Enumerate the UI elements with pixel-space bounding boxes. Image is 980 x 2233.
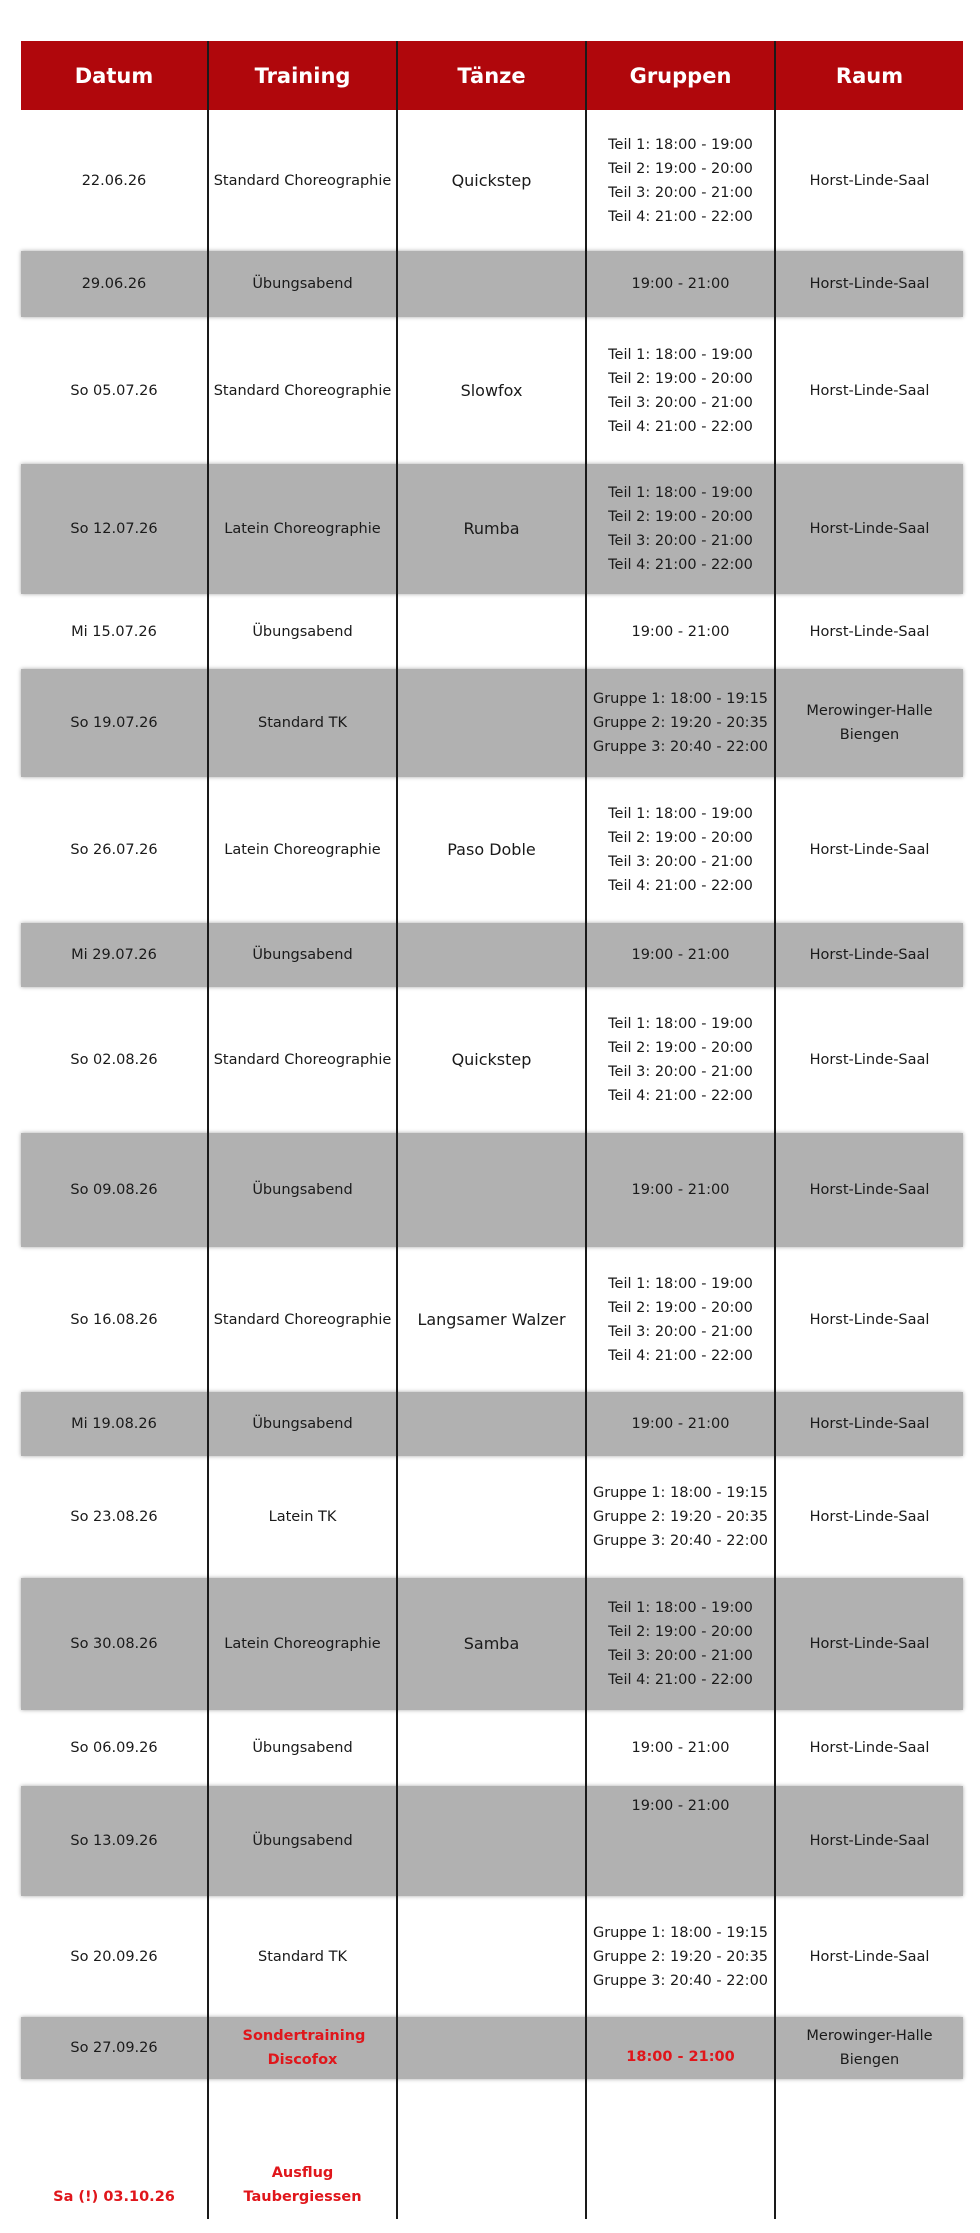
- room-cell: [776, 317, 963, 464]
- training-cell: [209, 987, 398, 1133]
- training-text: Standard Choreographie: [213, 172, 392, 189]
- room-text: Horst-Linde-Saal: [809, 276, 930, 292]
- training-text: Übungsabend: [252, 1833, 353, 1849]
- group-time: Teil 1: 18:00 - 19:00: [608, 346, 753, 363]
- room-cell: [776, 777, 963, 923]
- training-cell: [209, 110, 398, 251]
- room-text: Horst-Linde-Saal: [809, 382, 930, 399]
- group-time: Teil 4: 21:00 - 22:00: [608, 1347, 753, 1364]
- room-cell: [776, 2079, 963, 2219]
- groups-list: [593, 1921, 768, 1993]
- table-row: [21, 464, 963, 594]
- date-cell: [21, 669, 209, 777]
- groups-cell: [587, 1456, 776, 1578]
- groups-list: [608, 343, 753, 439]
- training-text: Übungsabend: [252, 623, 353, 640]
- room-text: Horst-Linde-Saal: [809, 1948, 930, 1965]
- table-row: [21, 1247, 963, 1392]
- date-text: Mi 29.07.26: [71, 947, 157, 963]
- group-time: Teil 2: 19:00 - 20:00: [608, 160, 753, 177]
- training-cell: [209, 1578, 398, 1710]
- header-gruppen: Gruppen: [587, 41, 776, 110]
- training-text: Übungsabend: [252, 1416, 353, 1432]
- training-text: Latein Choreographie: [224, 1636, 381, 1652]
- table-header: [21, 41, 963, 110]
- room-cell: [776, 1133, 963, 1247]
- date-text: So 16.08.26: [70, 1311, 158, 1328]
- groups-list: [631, 1736, 729, 1760]
- groups-cell: [587, 1247, 776, 1392]
- room-cell: [776, 1392, 963, 1456]
- groups-cell: [587, 1578, 776, 1710]
- date-cell: [21, 2017, 209, 2079]
- training-text: Sondertraining Discofox: [242, 2028, 366, 2068]
- training-cell: [209, 1456, 398, 1578]
- training-text: Standard TK: [258, 715, 347, 731]
- table-row: [21, 669, 963, 777]
- training-text: Latein Choreographie: [224, 842, 381, 858]
- groups-list: [608, 1012, 753, 1108]
- room-text: Horst-Linde-Saal: [809, 521, 930, 537]
- date-cell: [21, 110, 209, 251]
- dance-text: Quickstep: [451, 170, 532, 190]
- date-text: 22.06.26: [81, 172, 147, 189]
- groups-cell: [587, 669, 776, 777]
- table-body: [21, 110, 963, 2219]
- room-cell: [776, 1786, 963, 1896]
- group-time: Teil 3: 20:00 - 21:00: [608, 394, 753, 411]
- room-text: Horst-Linde-Saal: [809, 1833, 930, 1849]
- table-row: [21, 777, 963, 923]
- room-cell: [776, 923, 963, 987]
- date-cell: [21, 1896, 209, 2017]
- training-cell: [209, 251, 398, 317]
- group-time: Gruppe 2: 19:20 - 20:35: [592, 715, 769, 731]
- room-text: Merowinger-Halle Biengen: [806, 703, 933, 743]
- training-text: Übungsabend: [252, 1740, 353, 1756]
- group-time: Teil 3: 20:00 - 21:00: [608, 1323, 753, 1340]
- date-cell: [21, 1456, 209, 1578]
- groups-cell: [587, 251, 776, 317]
- room-cell: [776, 594, 963, 669]
- dance-cell: [398, 1578, 587, 1710]
- date-cell: [21, 2079, 209, 2219]
- table-row: [21, 1133, 963, 1247]
- training-cell: [209, 1786, 398, 1896]
- group-time: Teil 1: 18:00 - 19:00: [608, 136, 753, 153]
- groups-list: [631, 1412, 729, 1436]
- date-cell: [21, 251, 209, 317]
- date-cell: [21, 1710, 209, 1786]
- group-time: Teil 3: 20:00 - 21:00: [608, 854, 753, 870]
- group-time: Gruppe 2: 19:20 - 20:35: [592, 1948, 769, 1965]
- groups-list: [631, 620, 729, 644]
- dance-cell: [398, 594, 587, 669]
- group-time: 19:00 - 21:00: [631, 1416, 730, 1432]
- training-cell: [209, 1392, 398, 1456]
- date-cell: [21, 1578, 209, 1710]
- date-text: So 27.09.26: [70, 2040, 158, 2056]
- training-text: Standard Choreographie: [213, 1311, 392, 1328]
- training-cell: [209, 1247, 398, 1392]
- date-cell: [21, 1133, 209, 1247]
- group-time: Teil 1: 18:00 - 19:00: [608, 1016, 753, 1032]
- date-cell: [21, 777, 209, 923]
- dance-cell: [398, 923, 587, 987]
- training-text: Standard TK: [258, 1948, 347, 1965]
- groups-cell: [587, 110, 776, 251]
- training-text: Latein TK: [268, 1509, 337, 1525]
- group-time: Teil 2: 19:00 - 20:00: [608, 1040, 753, 1056]
- dance-text: Quickstep: [451, 1050, 532, 1069]
- group-time: Teil 2: 19:00 - 20:00: [608, 370, 753, 387]
- room-text: Horst-Linde-Saal: [809, 1740, 930, 1756]
- date-cell: [21, 987, 209, 1133]
- group-time: Gruppe 1: 18:00 - 19:15: [592, 691, 769, 707]
- group-time: 19:00 - 21:00: [631, 623, 730, 640]
- dance-cell: [398, 1710, 587, 1786]
- table-row: [21, 594, 963, 669]
- group-time: Teil 3: 20:00 - 21:00: [608, 1648, 753, 1664]
- room-text: Horst-Linde-Saal: [809, 623, 930, 640]
- group-time: Gruppe 3: 20:40 - 22:00: [592, 1972, 769, 1989]
- groups-cell: [587, 2017, 776, 2079]
- dance-cell: [398, 987, 587, 1133]
- date-text: So 26.07.26: [70, 842, 158, 858]
- dance-cell: [398, 1896, 587, 2017]
- training-cell: [209, 923, 398, 987]
- header-raum: Raum: [835, 63, 904, 88]
- training-cell: [209, 317, 398, 464]
- groups-list: [593, 687, 768, 759]
- group-time: Gruppe 3: 20:40 - 22:00: [592, 1533, 769, 1549]
- header-datum: Datum: [21, 41, 209, 110]
- dance-cell: [398, 1133, 587, 1247]
- dance-text: Langsamer Walzer: [417, 1309, 566, 1329]
- table-row: [21, 251, 963, 317]
- date-cell: [21, 594, 209, 669]
- date-text: So 06.09.26: [70, 1740, 158, 1756]
- room-text: Horst-Linde-Saal: [809, 1052, 930, 1068]
- training-cell: [209, 464, 398, 594]
- group-time: Gruppe 3: 20:40 - 22:00: [592, 739, 769, 755]
- dance-cell: [398, 464, 587, 594]
- table-row: [21, 317, 963, 464]
- room-text: Horst-Linde-Saal: [809, 842, 930, 858]
- table-row: [21, 2079, 963, 2219]
- dance-cell: [398, 1392, 587, 1456]
- dance-text: Rumba: [463, 519, 520, 538]
- groups-list: [608, 1272, 753, 1368]
- table-row: [21, 1710, 963, 1786]
- groups-cell: [587, 2079, 776, 2219]
- groups-list: [608, 481, 753, 577]
- group-time: 19:00 - 21:00: [631, 276, 730, 292]
- group-time: Gruppe 1: 18:00 - 19:15: [592, 1485, 769, 1501]
- groups-list: [631, 943, 729, 967]
- groups-list: [631, 272, 729, 296]
- training-text: Standard Choreographie: [213, 382, 392, 399]
- group-time: 19:00 - 21:00: [631, 1798, 730, 1814]
- table-row: [21, 110, 963, 251]
- date-text: 29.06.26: [81, 276, 147, 292]
- groups-cell: [587, 464, 776, 594]
- dance-cell: [398, 1247, 587, 1392]
- dance-cell: [398, 251, 587, 317]
- group-time: Teil 2: 19:00 - 20:00: [608, 830, 753, 846]
- room-cell: [776, 1456, 963, 1578]
- group-time: Teil 4: 21:00 - 22:00: [608, 1088, 753, 1104]
- groups-cell: [587, 1133, 776, 1247]
- groups-cell: [587, 1710, 776, 1786]
- room-text: Horst-Linde-Saal: [809, 1182, 930, 1198]
- room-cell: [776, 464, 963, 594]
- groups-list: [626, 2045, 734, 2069]
- table-row: [21, 923, 963, 987]
- groups-cell: [587, 1786, 776, 1896]
- dance-cell: [398, 2079, 587, 2219]
- dance-cell: [398, 110, 587, 251]
- date-text: So 09.08.26: [70, 1182, 158, 1198]
- group-time: Teil 1: 18:00 - 19:00: [608, 485, 753, 501]
- dance-text: Paso Doble: [447, 840, 536, 859]
- groups-list: [631, 1794, 729, 1818]
- date-text: So 19.07.26: [70, 715, 158, 731]
- training-cell: [209, 2017, 398, 2079]
- dance-cell: [398, 1456, 587, 1578]
- table-row: [21, 1578, 963, 1710]
- training-cell: [209, 1133, 398, 1247]
- group-time: Teil 3: 20:00 - 21:00: [608, 1064, 753, 1080]
- group-time: Gruppe 2: 19:20 - 20:35: [592, 1509, 769, 1525]
- training-cell: [209, 669, 398, 777]
- group-time: Teil 2: 19:00 - 20:00: [608, 1624, 753, 1640]
- group-time: 19:00 - 21:00: [631, 947, 730, 963]
- room-cell: [776, 251, 963, 317]
- dance-text: Slowfox: [460, 380, 523, 400]
- header-training: Training: [209, 41, 398, 110]
- training-cell: [209, 1896, 398, 2017]
- table-row: [21, 1896, 963, 2017]
- groups-cell: [587, 777, 776, 923]
- date-text: So 02.08.26: [70, 1052, 158, 1068]
- training-text: Übungsabend: [252, 947, 353, 963]
- training-text: Übungsabend: [252, 1182, 353, 1198]
- dance-cell: [398, 1786, 587, 1896]
- groups-cell: [587, 923, 776, 987]
- date-text: So 30.08.26: [70, 1636, 158, 1652]
- group-time: Teil 2: 19:00 - 20:00: [608, 1299, 753, 1316]
- training-text: Ausflug Taubergiessen: [243, 2165, 362, 2205]
- groups-cell: [587, 1896, 776, 2017]
- room-text: Horst-Linde-Saal: [809, 947, 930, 963]
- group-time: Teil 1: 18:00 - 19:00: [608, 1275, 753, 1292]
- table-row: [21, 1456, 963, 1578]
- date-text: So 23.08.26: [70, 1509, 158, 1525]
- schedule-table: [21, 41, 963, 2219]
- group-time: Teil 2: 19:00 - 20:00: [608, 509, 753, 525]
- date-cell: [21, 1247, 209, 1392]
- groups-cell: [587, 987, 776, 1133]
- table-row: [21, 987, 963, 1133]
- date-cell: [21, 317, 209, 464]
- group-time: Teil 4: 21:00 - 22:00: [608, 418, 753, 435]
- groups-cell: [587, 317, 776, 464]
- dance-text: Samba: [463, 1634, 520, 1653]
- group-time: Teil 1: 18:00 - 19:00: [608, 1600, 753, 1616]
- room-text: Horst-Linde-Saal: [809, 1416, 930, 1432]
- group-time: 19:00 - 21:00: [631, 1740, 730, 1756]
- dance-cell: [398, 317, 587, 464]
- table-row: [21, 1392, 963, 1456]
- date-text: So 20.09.26: [70, 1948, 158, 1965]
- room-text: Horst-Linde-Saal: [809, 172, 930, 189]
- groups-cell: [587, 594, 776, 669]
- group-time: Teil 1: 18:00 - 19:00: [608, 806, 753, 822]
- room-text: Horst-Linde-Saal: [809, 1636, 930, 1652]
- date-cell: [21, 923, 209, 987]
- training-cell: [209, 1710, 398, 1786]
- dance-cell: [398, 669, 587, 777]
- dance-cell: [398, 2017, 587, 2079]
- date-cell: [21, 1392, 209, 1456]
- group-time: Teil 3: 20:00 - 21:00: [608, 184, 753, 201]
- room-cell: [776, 110, 963, 251]
- group-time: Teil 4: 21:00 - 22:00: [608, 878, 753, 894]
- room-text: Horst-Linde-Saal: [809, 1311, 930, 1328]
- room-text: Horst-Linde-Saal: [809, 1509, 930, 1525]
- date-text: So 13.09.26: [70, 1833, 158, 1849]
- table-row: [21, 1786, 963, 1896]
- date-text: So 12.07.26: [70, 521, 158, 537]
- training-text: Übungsabend: [252, 276, 353, 292]
- room-cell: [776, 2017, 963, 2079]
- training-cell: [209, 777, 398, 923]
- header-taenze: Tänze: [398, 41, 587, 110]
- table-row: [21, 2017, 963, 2079]
- groups-list: [608, 802, 753, 898]
- room-cell: [776, 987, 963, 1133]
- group-time: Gruppe 1: 18:00 - 19:15: [592, 1924, 769, 1941]
- group-time: 18:00 - 21:00: [626, 2049, 735, 2065]
- date-text: Sa (!) 03.10.26: [53, 2189, 175, 2205]
- training-cell: [209, 594, 398, 669]
- room-cell: [776, 669, 963, 777]
- groups-cell: [587, 1392, 776, 1456]
- group-time: Teil 4: 21:00 - 22:00: [608, 557, 753, 573]
- date-text: Mi 15.07.26: [71, 623, 157, 640]
- date-text: So 05.07.26: [70, 382, 158, 399]
- group-time: 19:00 - 21:00: [631, 1182, 730, 1198]
- group-time: Teil 4: 21:00 - 22:00: [608, 1672, 753, 1688]
- training-text: Standard Choreographie: [213, 1052, 392, 1068]
- room-cell: [776, 1896, 963, 2017]
- dance-cell: [398, 777, 587, 923]
- room-cell: [776, 1247, 963, 1392]
- groups-list: [631, 1178, 729, 1202]
- group-time: Teil 3: 20:00 - 21:00: [608, 533, 753, 549]
- training-cell: [209, 2079, 398, 2219]
- room-cell: [776, 1578, 963, 1710]
- room-text: Merowinger-Halle Biengen: [806, 2028, 933, 2068]
- groups-list: [608, 133, 753, 229]
- group-time: Teil 4: 21:00 - 22:00: [608, 208, 753, 225]
- date-cell: [21, 464, 209, 594]
- date-text: Mi 19.08.26: [71, 1416, 157, 1432]
- training-text: Latein Choreographie: [224, 521, 381, 537]
- groups-list: [593, 1481, 768, 1553]
- groups-list: [608, 1596, 753, 1692]
- room-cell: [776, 1710, 963, 1786]
- date-cell: [21, 1786, 209, 1896]
